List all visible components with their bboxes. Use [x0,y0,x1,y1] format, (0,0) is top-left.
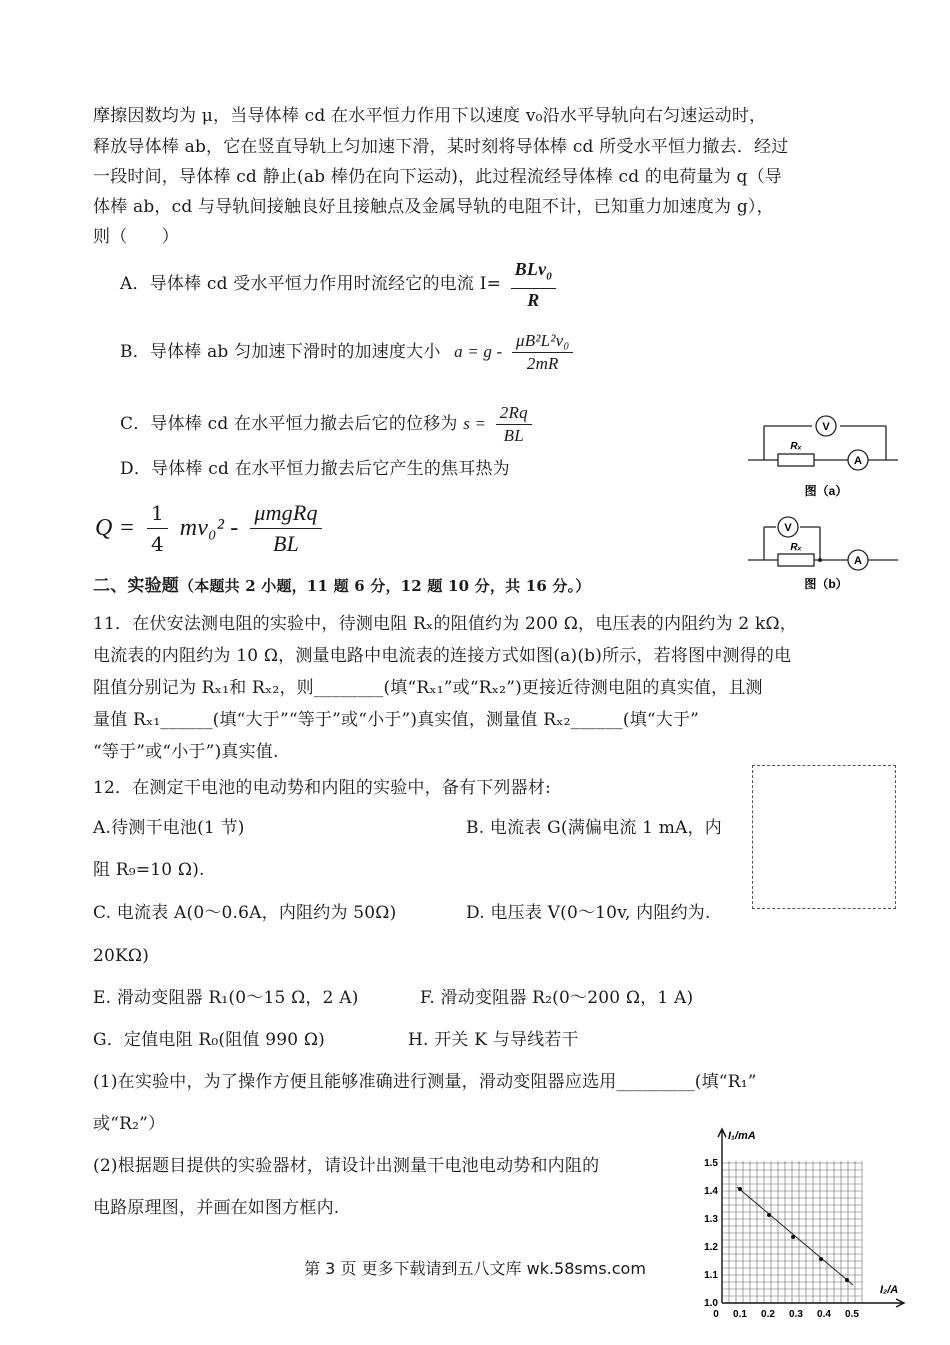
resistor-label-b: Rₓ [790,542,802,553]
option-c [120,402,536,447]
x-tick: 0 [713,1309,719,1320]
y-tick: 1.2 [704,1242,718,1253]
option-a-text: A．导体棒 cd 受水平恒力作用时流经它的电流 I= [120,273,502,294]
circuit-diagram-a [748,410,903,502]
x-axis-label: I₂/A [880,1284,899,1296]
q12-sub1-b: 或“R₂”） [93,1114,166,1134]
y-tick: 1.0 [704,1298,718,1309]
i1-i2-graph [690,1125,915,1325]
option-b-text: B．导体棒 ab 匀加速下滑时的加速度大小 [120,342,441,362]
option-c-fraction: $\frac{2Rq}{BL}$ [496,402,532,447]
page-footer: 第 3 页 更多下载请到五八文库 wk.58sms.com [304,1259,646,1278]
section-title: 二、实验题（本题共 2 小题，11 题 6 分，12 题 10 分，共 16 分。） [93,576,591,596]
q12-item-f: F. 滑动变阻器 R₂(0～200 Ω，1 A) [420,988,694,1008]
x-tick: 0.3 [789,1309,803,1320]
option-c-lhs: s = [463,414,487,433]
ammeter-label-a: A [854,455,862,467]
data-point [767,1213,771,1217]
q12-intro: 12．在测定干电池的电动势和内阻的实验中，备有下列器材: [93,778,551,798]
formula-q: Q = $\frac{1}{4}$ mv₀² - $\frac{\text{μmgRq}}{BL}$ [95,498,326,559]
q12-item-b-2: 阻 R₉=10 Ω). [93,860,205,880]
option-a [120,258,560,311]
q12-item-c: C. 电流表 A(0～0.6A，内阻约为 50Ω) [93,903,397,923]
x-tick: 0.2 [761,1309,775,1320]
intro-line-1: 摩擦因数均为 μ，当导体棒 cd 在水平恒力作用下以速度 v₀沿水平导轨向右匀速运动时， [93,106,767,126]
q12-sub2-a: (2)根据题目提供的实验器材，请设计出测量干电池电动势和内阻的 [93,1156,600,1176]
option-a-formula: $\frac{BLv_0}{R}$ [511,258,556,311]
y-axis-label: I₁/mA [728,1130,756,1142]
option-b-fraction: $\frac{\text{μB²L²v₀}}{2mR}$ [512,330,573,375]
data-point [738,1187,742,1191]
voltmeter-label-b: V [784,522,792,534]
q12-item-h: H. 开关 K 与导线若干 [408,1030,579,1050]
answer-box[interactable] [752,765,896,909]
q11-line-5: “等于”或“小于”)真实值. [93,742,279,762]
q12-sub1-a: (1)在实验中，为了操作方便且能够准确进行测量，滑动变阻器应选用_________(填“R₁” [93,1072,757,1092]
option-d: D．导体棒 cd 在水平恒力撤去后它产生的焦耳热为 [120,459,510,479]
q11-line-4: 量值 Rₓ₁______(填“大于”“等于”或“小于”)真实值，测量值 Rₓ₂______(填“大于” [93,710,700,730]
voltmeter-label-a: V [822,421,830,433]
x-tick: 0.4 [817,1309,831,1320]
intro-line-2: 释放导体棒 ab，它在竖直导轨上匀加速下滑，某时刻将导体棒 cd 所受水平恒力撤去．经过 [93,137,789,157]
option-b [120,330,577,375]
q12-item-a: A.待测干电池(1 节) [93,818,245,838]
q11-line-3: 阻值分别记为 Rₓ₁和 Rₓ₂，则________(填“Rₓ₁”或“Rₓ₂”)更接近待测电阻的真实值，且测 [93,678,763,698]
x-tick: 0.5 [845,1309,859,1320]
q12-item-d-2: 20KΩ) [93,946,150,966]
resistor-label-a: Rₓ [790,441,802,452]
y-tick: 1.3 [704,1214,718,1225]
q12-item-d-1: D. 电压表 V(0～10v, 内阻约为. [466,903,711,923]
caption-b: 图（b） [804,577,848,591]
q11-line-1: 11．在伏安法测电阻的实验中，待测电阻 Rₓ的阻值约为 200 Ω，电压表的内阻约为 2 kΩ， [93,614,798,634]
intro-line-5: 则（ ） [93,227,179,247]
circuit-diagram-b [748,512,903,594]
x-tick: 0.1 [733,1309,747,1320]
data-point [791,1235,795,1239]
q12-item-g: G．定值电阻 R₀(阻值 990 Ω) [93,1030,326,1050]
q12-sub2-b: 电路原理图，并画在如图方框内. [93,1198,340,1218]
intro-line-4: 体棒 ab，cd 与导轨间接触良好且接触点及金属导轨的电阻不计，已知重力加速度为 g）， [93,197,774,217]
q12-item-e: E. 滑动变阻器 R₁(0～15 Ω，2 A) [93,988,359,1008]
graph-grid [722,1161,862,1303]
option-c-text: C．导体棒 cd 在水平恒力撤去后它的位移为 [120,414,458,434]
y-tick: 1.1 [704,1270,718,1281]
option-b-lhs: a = g - [454,342,503,361]
q12-item-b-1: B. 电流表 G(满偏电流 1 mA，内 [466,818,722,838]
caption-a: 图（a） [804,484,848,498]
y-tick: 1.4 [704,1186,718,1197]
ammeter-label-b: A [854,555,862,567]
intro-line-3: 一段时间，导体棒 cd 静止(ab 棒仍在向下运动)，此过程流经导体棒 cd 的电荷量为 q（导 [93,167,782,187]
y-tick: 1.5 [704,1158,718,1169]
q11-line-2: 电流表的内阻约为 10 Ω，测量电路中电流表的连接方式如图(a)(b)所示，若将图中测得的电 [93,646,792,666]
